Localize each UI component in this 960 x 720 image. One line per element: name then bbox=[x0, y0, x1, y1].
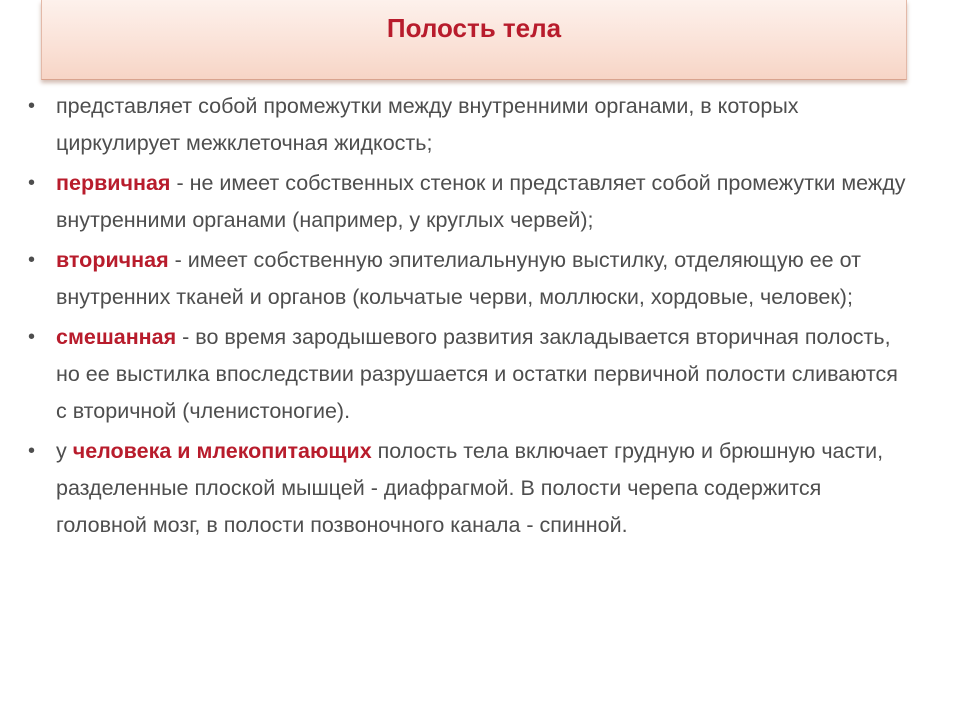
bullet-term: человека и млекопитающих bbox=[72, 439, 372, 463]
bullet-item bbox=[30, 88, 910, 162]
bullet-icon: • bbox=[28, 326, 36, 348]
bullet-text: представляет собой промежутки между внутренними органами, в которых циркулирует межклеточная жидкость; bbox=[56, 94, 799, 155]
bullet-item bbox=[30, 242, 910, 316]
bullet-term: смешанная bbox=[56, 325, 177, 349]
bullet-icon: • bbox=[28, 249, 36, 271]
bullet-icon: • bbox=[28, 440, 36, 462]
bullet-item bbox=[30, 433, 910, 544]
bullet-text: - имеет собственную эпителиальнуную выстилку, отделяющую ее от внутренних тканей и органов (кольчатые черви, моллюски, хордовые, человек); bbox=[56, 248, 861, 309]
bullet-term: вторичная bbox=[56, 248, 169, 272]
bullet-text: - во время зародышевого развития закладывается вторичная полость, но ее выстилка впоследствии разрушается и остатки первичной полости сливаются с вторичной (членистоногие). bbox=[56, 325, 898, 423]
slide-title: Полость тела bbox=[386, 13, 562, 43]
bullet-lead: у bbox=[56, 439, 73, 463]
bullet-icon: • bbox=[28, 172, 36, 194]
bullet-text: - не имеет собственных стенок и представляет собой промежутки между внутренними органами (например, у круглых червей); bbox=[56, 171, 906, 232]
bullet-item bbox=[30, 319, 910, 430]
bullet-term: первичная bbox=[56, 171, 171, 195]
bullet-text: полость тела включает грудную и брюшную части, разделенные плоской мышцей - диафрагмой. В полости черепа содержится головной мозг, в полости позвоночного канала - спинной. bbox=[56, 439, 884, 537]
bullet-item bbox=[30, 165, 910, 239]
bullet-list bbox=[30, 88, 910, 547]
bullet-icon: • bbox=[28, 95, 36, 117]
title-box bbox=[41, 0, 907, 80]
